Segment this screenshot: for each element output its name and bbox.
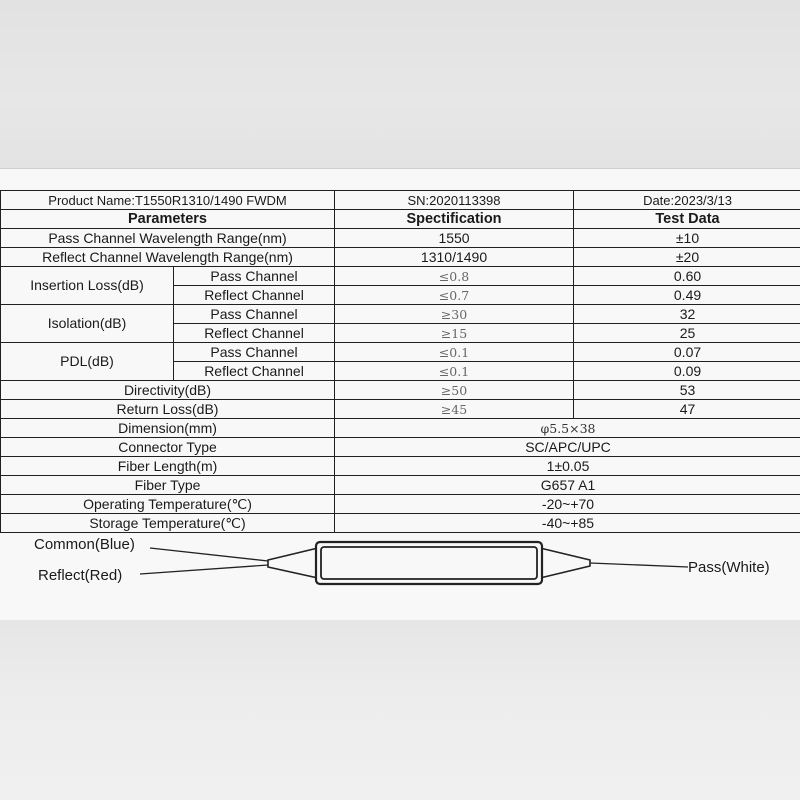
parameter-cell: Fiber Type	[1, 476, 335, 495]
column-test-data: Test Data	[574, 210, 800, 229]
parameter-cell: Return Loss(dB)	[1, 400, 335, 419]
parameter-cell: Operating Temperature(℃)	[1, 495, 335, 514]
table-row	[1, 400, 800, 419]
right-boot-icon	[540, 548, 590, 578]
spec-cell: ≤0.7	[335, 286, 574, 305]
test-data-cell: 32	[574, 305, 800, 324]
table-row	[1, 514, 800, 533]
test-data-cell: 0.07	[574, 343, 800, 362]
table-row	[1, 343, 800, 362]
sub-parameter-cell: Pass Channel	[174, 267, 335, 286]
value-cell: -20~+70	[335, 495, 800, 514]
parameter-cell: Storage Temperature(℃)	[1, 514, 335, 533]
test-data-cell: 0.60	[574, 267, 800, 286]
spec-cell: ≤0.1	[335, 362, 574, 381]
parameter-cell: Fiber Length(m)	[1, 457, 335, 476]
common-fiber-line	[150, 548, 268, 561]
table-row	[1, 229, 800, 248]
test-data-cell: 0.09	[574, 362, 800, 381]
reflect-port-label: Reflect(Red)	[38, 567, 123, 584]
sub-parameter-cell: Reflect Channel	[174, 324, 335, 343]
parameter-cell: Connector Type	[1, 438, 335, 457]
value-cell: -40~+85	[335, 514, 800, 533]
serial-number: SN:2020113398	[335, 191, 574, 210]
spec-cell: ≤0.1	[335, 343, 574, 362]
table-row	[1, 457, 800, 476]
sub-parameter-cell: Reflect Channel	[174, 362, 335, 381]
product-name: Product Name:T1550R1310/1490 FWDM	[1, 191, 335, 210]
table-row	[1, 476, 800, 495]
table-row	[1, 381, 800, 400]
table-row	[1, 248, 800, 267]
parameter-cell: Pass Channel Wavelength Range(nm)	[1, 229, 335, 248]
sub-parameter-cell: Reflect Channel	[174, 286, 335, 305]
spec-cell: ≥30	[335, 305, 574, 324]
spec-cell: ≥15	[335, 324, 574, 343]
date: Date:2023/3/13	[574, 191, 800, 210]
group-cell-pdl: PDL(dB)	[1, 343, 174, 381]
spec-cell: ≥50	[335, 381, 574, 400]
test-data-cell: 47	[574, 400, 800, 419]
test-data-cell: ±10	[574, 229, 800, 248]
parameter-cell: Dimension(mm)	[1, 419, 335, 438]
spec-cell: 1550	[335, 229, 574, 248]
value-cell: G657 A1	[335, 476, 800, 495]
spec-table	[0, 190, 800, 533]
reflect-fiber-line	[140, 565, 268, 574]
column-header-row	[1, 210, 800, 229]
group-cell-isolation: Isolation(dB)	[1, 305, 174, 343]
pass-fiber-line	[590, 563, 688, 567]
background-top	[0, 0, 800, 168]
table-row	[1, 438, 800, 457]
group-cell-insertion-loss: Insertion Loss(dB)	[1, 267, 174, 305]
parameter-cell: Directivity(dB)	[1, 381, 335, 400]
column-parameters: Parameters	[1, 210, 335, 229]
table-row	[1, 305, 800, 324]
value-cell: SC/APC/UPC	[335, 438, 800, 457]
background-bottom	[0, 620, 800, 800]
pass-port-label: Pass(White)	[688, 559, 770, 576]
common-port-label: Common(Blue)	[34, 536, 135, 553]
test-data-cell: 25	[574, 324, 800, 343]
spec-cell: ≤0.8	[335, 267, 574, 286]
value-cell: φ5.5×38	[335, 419, 800, 438]
sub-parameter-cell: Pass Channel	[174, 305, 335, 324]
test-data-cell: 0.49	[574, 286, 800, 305]
device-body-outer	[316, 542, 542, 584]
table-row	[1, 419, 800, 438]
spec-cell: 1310/1490	[335, 248, 574, 267]
parameter-cell: Reflect Channel Wavelength Range(nm)	[1, 248, 335, 267]
sub-parameter-cell: Pass Channel	[174, 343, 335, 362]
table-row	[1, 267, 800, 286]
left-boot-icon	[268, 548, 318, 578]
value-cell: 1±0.05	[335, 457, 800, 476]
header-row	[1, 191, 800, 210]
test-data-cell: 53	[574, 381, 800, 400]
spec-cell: ≥45	[335, 400, 574, 419]
column-specification: Spectification	[335, 210, 574, 229]
table-row	[1, 495, 800, 514]
test-data-cell: ±20	[574, 248, 800, 267]
